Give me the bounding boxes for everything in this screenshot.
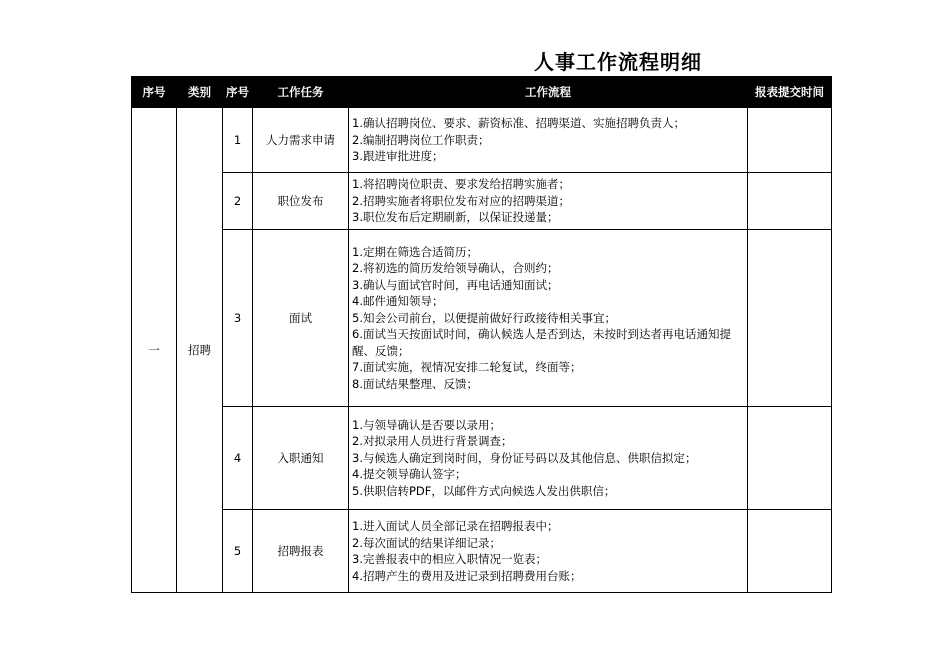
section-seq-cell: 一	[132, 108, 177, 593]
step-line: 6.面试当天按面试时间，确认候选人是否到达，未按时到达者再电话通知提醒、反馈；	[352, 327, 731, 358]
row-seq-cell: 2	[223, 173, 253, 230]
row-seq-cell: 5	[223, 510, 253, 593]
row-seq-cell: 3	[223, 230, 253, 407]
table-row	[132, 230, 832, 407]
report-time-cell	[748, 108, 832, 173]
header-process: 工作流程	[349, 77, 748, 108]
step-line: 3.完善报表中的相应入职情况一览表；	[352, 552, 547, 566]
step-line: 5.供职信转PDF，以邮件方式向候选人发出供职信；	[352, 483, 616, 498]
header-category: 类别	[177, 77, 223, 108]
table-row	[132, 510, 832, 593]
row-seq-cell: 1	[223, 108, 253, 173]
row-task-cell: 入职通知	[253, 407, 349, 510]
step-line: 3.跟进审批进度；	[352, 149, 444, 164]
hr-process-table	[131, 76, 832, 593]
step-line: 8.面试结果整理、反馈；	[352, 376, 478, 391]
report-time-cell	[748, 510, 832, 593]
step-line: 4.招聘产生的费用及进记录到招聘费用台账；	[352, 568, 582, 583]
step-line: 2.招聘实施者将职位发布对应的招聘渠道；	[352, 193, 570, 208]
row-steps-cell	[349, 407, 748, 510]
row-task-cell: 面试	[253, 230, 349, 407]
section-category-cell: 招聘	[177, 108, 223, 593]
step-line: 4.提交领导确认签字；	[352, 467, 467, 482]
row-steps-cell	[349, 510, 748, 593]
row-steps-cell	[349, 173, 748, 230]
row-task-cell: 人力需求申请	[253, 108, 349, 173]
header-report-time: 报表提交时间	[748, 77, 832, 108]
table-row	[132, 108, 832, 173]
step-line: 1.将招聘岗位职责、要求发给招聘实施者；	[352, 177, 570, 192]
step-line: 7.面试实施，视情况安排二轮复试，终面等；	[352, 360, 582, 375]
step-line: 2.编制招聘岗位工作职责；	[352, 132, 490, 147]
step-line: 3.与候选人确定到岗时间，身份证号码以及其他信息、供职信拟定；	[352, 450, 697, 465]
header-row	[132, 77, 832, 108]
header-seq: 序号	[132, 77, 177, 108]
step-line: 2.将初选的简历发给领导确认，合则约；	[352, 261, 559, 276]
step-line: 1.进入面试人员全部记录在招聘报表中；	[352, 519, 559, 533]
step-line: 3.确认与面试官时间，再电话通知面试；	[352, 277, 559, 292]
row-steps-cell	[349, 230, 748, 407]
table-row	[132, 407, 832, 510]
header-task: 工作任务	[253, 77, 349, 108]
row-steps-cell	[349, 108, 748, 173]
report-time-cell	[748, 230, 832, 407]
step-line: 4.邮件通知领导；	[352, 294, 444, 309]
row-task-cell: 招聘报表	[253, 510, 349, 593]
step-line: 1.定期在筛选合适简历；	[352, 244, 478, 259]
step-line: 2.对拟录用人员进行背景调查；	[352, 434, 513, 449]
row-task-cell: 职位发布	[253, 173, 349, 230]
table-row	[132, 173, 832, 230]
step-line: 1.确认招聘岗位、要求、薪资标准、招聘渠道、实施招聘负责人；	[352, 116, 685, 131]
step-line: 1.与领导确认是否要以录用；	[352, 417, 501, 432]
step-line: 5.知会公司前台，以便提前做好行政接待相关事宜；	[352, 310, 616, 325]
report-time-cell	[748, 173, 832, 230]
header-seq2: 序号	[223, 77, 253, 108]
report-time-cell	[748, 407, 832, 510]
step-line: 2.每次面试的结果详细记录；	[352, 535, 501, 550]
row-seq-cell: 4	[223, 407, 253, 510]
page-title: 人事工作流程明细	[534, 50, 702, 74]
step-line: 3.职位发布后定期刷新，以保证投递量；	[352, 210, 559, 225]
